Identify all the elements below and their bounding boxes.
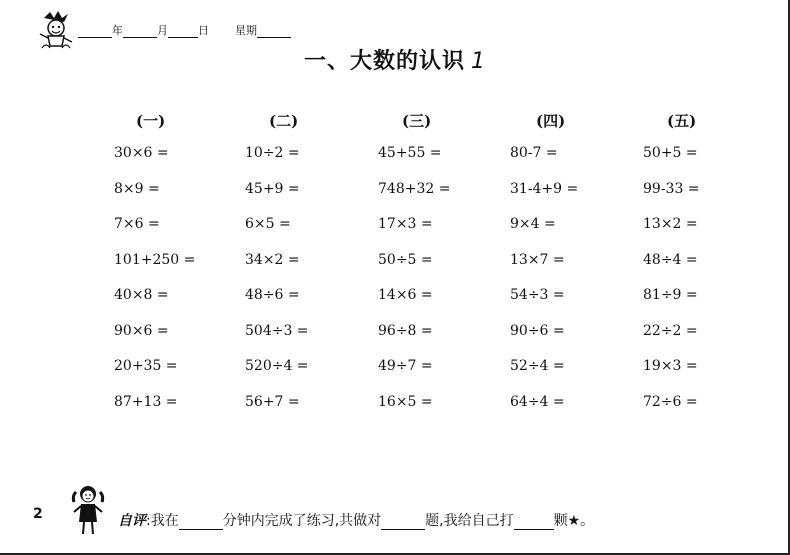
exercise-item: 504÷3 =: [245, 322, 309, 339]
date-line: [78, 22, 291, 38]
exercise-item: 48÷4 =: [643, 251, 698, 268]
column-heading: (四): [536, 112, 566, 130]
month-label: 月: [157, 24, 168, 37]
exercise-item: 54÷3 =: [510, 287, 565, 303]
column-1: [114, 110, 244, 428]
year-label: 年: [112, 24, 123, 37]
column-2: [245, 110, 375, 428]
weekday-blank: [257, 25, 291, 38]
exercise-item: 30×6 =: [114, 145, 169, 161]
title-number: 1: [471, 49, 486, 74]
exercise-item: 96÷8 =: [378, 322, 433, 339]
eval-part4: 颗★。: [553, 513, 595, 529]
exercise-item: 13×2 =: [643, 216, 698, 232]
month-blank: [123, 25, 157, 38]
exercise-item: 22÷2 =: [643, 322, 698, 339]
exercise-item: 49÷7 =: [378, 358, 433, 374]
exercise-item: 40×8 =: [114, 287, 169, 303]
girl-with-pigtails-icon: [68, 482, 108, 538]
eval-part3: 题,我给自己打: [425, 513, 514, 529]
column-3: [378, 110, 508, 428]
exercise-item: 16×5 =: [378, 393, 433, 410]
exercise-item: 19×3 =: [643, 358, 698, 374]
exercise-item: 90×6 =: [114, 322, 169, 339]
exercise-item: 10÷2 =: [245, 145, 300, 161]
eval-part1: :我在: [146, 513, 179, 529]
exercise-item: 72÷6 =: [643, 393, 698, 410]
exercise-item: 17×3 =: [378, 216, 433, 232]
stars-blank[interactable]: [514, 514, 554, 530]
column-heading: (三): [402, 112, 432, 130]
exercise-item: 9×4 =: [510, 216, 556, 232]
column-heading: (一): [136, 112, 166, 130]
exercise-item: 50÷5 =: [378, 251, 433, 268]
exercise-item: 748+32 =: [378, 180, 451, 197]
exercise-item: 45+9 =: [245, 180, 300, 197]
day-blank: [168, 25, 198, 38]
exercise-item: 7×6 =: [114, 216, 160, 232]
exercise-item: 20+35 =: [114, 358, 178, 374]
column-4: [510, 110, 640, 428]
exercise-item: 99-33 =: [643, 180, 700, 197]
title-text: 一、大数的认识: [303, 49, 465, 74]
exercise-item: 45+55 =: [378, 145, 442, 161]
exercise-item: 31-4+9 =: [510, 180, 579, 197]
exercise-item: 34×2 =: [245, 251, 300, 268]
page-number: 2: [33, 506, 43, 522]
exercise-item: 13×7 =: [510, 251, 565, 268]
page-title: [0, 44, 790, 75]
exercise-item: 50+5 =: [643, 145, 698, 161]
eval-part2: 分钟内完成了练习,共做对: [222, 513, 382, 529]
exercise-item: 56+7 =: [245, 393, 300, 410]
column-5: [643, 110, 773, 428]
exercise-item: 87+13 =: [114, 393, 178, 410]
exercise-item: 52÷4 =: [510, 358, 565, 374]
exercise-item: 520÷4 =: [245, 358, 309, 374]
footer: [0, 482, 790, 542]
exercise-item: 80-7 =: [510, 145, 558, 161]
exercise-item: 8×9 =: [114, 180, 160, 197]
exercise-item: 90÷6 =: [510, 322, 565, 339]
exercise-columns: [0, 110, 790, 430]
exercise-item: 6×5 =: [245, 216, 291, 232]
exercise-item: 81÷9 =: [643, 287, 698, 303]
column-heading: (五): [667, 112, 697, 130]
weekday-label: 星期: [235, 24, 257, 37]
day-label: 日: [198, 24, 209, 37]
exercise-item: 48÷6 =: [245, 287, 300, 303]
correct-count-blank[interactable]: [381, 514, 425, 530]
exercise-item: 64÷4 =: [510, 393, 565, 410]
eval-label: 自评: [118, 513, 146, 529]
exercise-item: 101+250 =: [114, 251, 196, 268]
minutes-blank[interactable]: [179, 514, 223, 530]
header: [36, 8, 336, 48]
self-evaluation: [118, 510, 594, 530]
exercise-item: 14×6 =: [378, 287, 433, 303]
column-heading: (二): [269, 112, 299, 130]
year-blank: [78, 25, 112, 38]
